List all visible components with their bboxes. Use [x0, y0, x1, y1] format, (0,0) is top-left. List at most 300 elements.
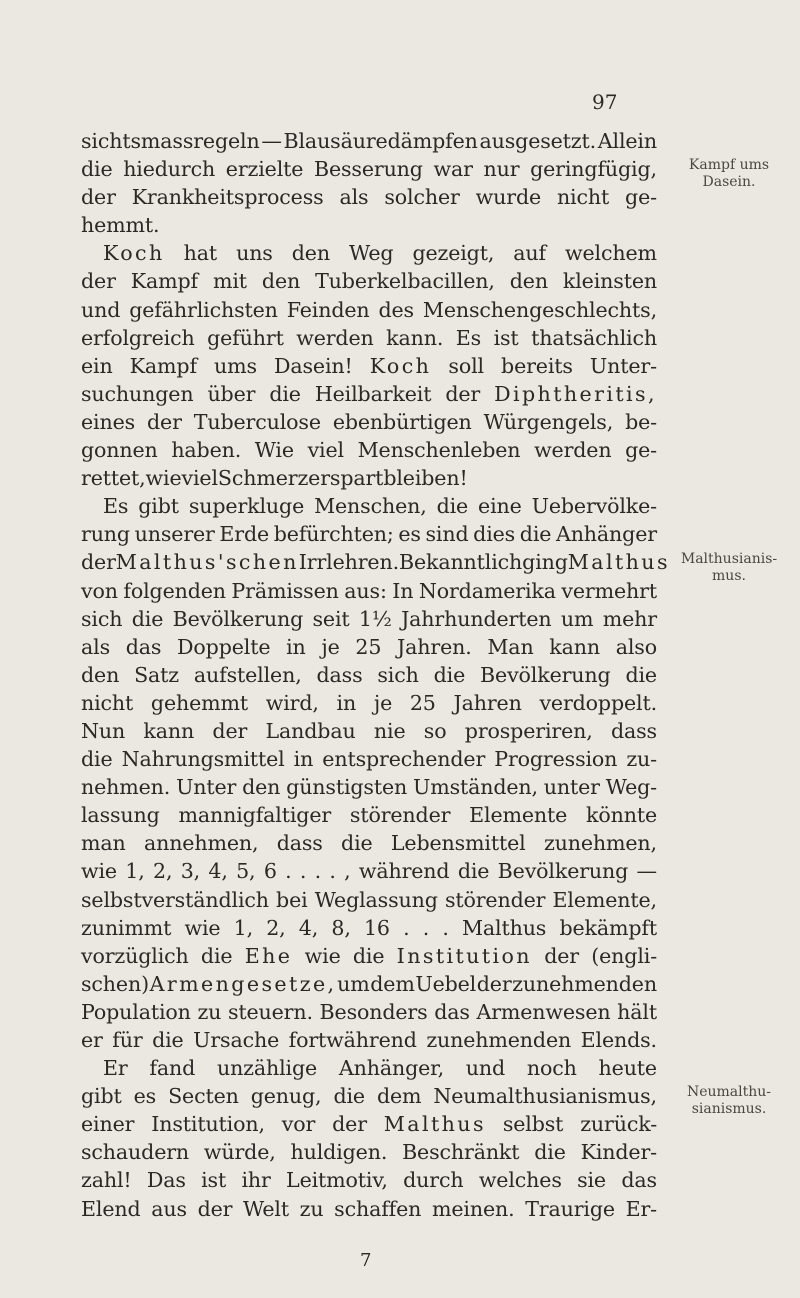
- word: dass: [276, 831, 323, 856]
- word: zunehmenden: [426, 1028, 572, 1052]
- word: ging: [522, 550, 568, 575]
- word: Besonders: [319, 999, 428, 1024]
- word: Jahrhunderten: [401, 606, 552, 631]
- text-line: [81, 1138, 657, 1166]
- word: würde,: [203, 1140, 276, 1165]
- word: den: [291, 241, 330, 266]
- word: werden: [534, 438, 612, 463]
- word: Traurige: [525, 1196, 615, 1221]
- word: Koch: [103, 241, 165, 266]
- word: eine: [478, 494, 522, 519]
- word: 2,: [153, 859, 173, 884]
- word: heute: [598, 1056, 657, 1081]
- word: also: [615, 634, 657, 659]
- word: 4,: [298, 915, 319, 940]
- word: die: [152, 1028, 184, 1052]
- word: der: [147, 409, 182, 434]
- word: den: [242, 775, 281, 800]
- word: könnte: [586, 803, 657, 828]
- word: Secten: [168, 1084, 239, 1109]
- word: kann: [549, 634, 600, 659]
- word: Er-: [625, 1196, 657, 1221]
- word: erfolgreich: [81, 325, 195, 350]
- text-line: [81, 380, 657, 408]
- word: aus:: [344, 578, 387, 603]
- word: —: [636, 859, 657, 884]
- word: gezeigt,: [412, 241, 495, 266]
- word: nicht: [556, 185, 610, 210]
- word: genug,: [250, 1084, 322, 1109]
- word: .: [314, 859, 322, 884]
- word: prosperiren,: [464, 718, 593, 743]
- word: rettet,: [81, 466, 146, 491]
- word: Menschengeschlechts,: [422, 297, 657, 322]
- word: sind: [425, 522, 469, 547]
- word: In: [392, 578, 414, 603]
- word: das: [621, 1168, 657, 1193]
- word: die: [341, 831, 373, 856]
- word: Tuberculose: [193, 409, 321, 434]
- word: werden: [296, 325, 374, 350]
- word: wie: [184, 915, 221, 940]
- word: bei: [276, 887, 308, 912]
- word: der: [544, 943, 579, 968]
- word: thatsächlich: [531, 325, 657, 350]
- word: uns: [236, 241, 273, 266]
- text-line: [81, 914, 657, 942]
- text-line: [81, 942, 657, 970]
- word: 1½: [358, 606, 392, 631]
- word: viel: [307, 438, 344, 463]
- word: haben.: [171, 438, 242, 463]
- word: ausgesetzt.: [479, 129, 597, 153]
- word: aufstellen,: [193, 662, 302, 687]
- text-line: [81, 1082, 657, 1110]
- word: hält: [617, 999, 657, 1024]
- word: gonnen: [81, 438, 158, 463]
- word: annehmen,: [143, 831, 259, 856]
- word: solcher: [384, 185, 460, 210]
- word: Anhänger: [555, 522, 657, 547]
- word: vorzüglich: [81, 943, 189, 968]
- word: Kinder-: [580, 1140, 657, 1165]
- word: Weg: [348, 241, 394, 266]
- word: dem: [370, 971, 415, 996]
- word: erzielte: [225, 157, 304, 182]
- text-line: [81, 661, 657, 689]
- word: gibt: [138, 494, 179, 519]
- word: bleiben!: [383, 466, 468, 491]
- word: Umständen,: [412, 775, 538, 800]
- word: Neumalthusianismus,: [433, 1084, 657, 1109]
- word: Dasein!: [274, 353, 353, 378]
- word: 2,: [266, 915, 286, 940]
- word: .: [403, 915, 410, 940]
- word: der: [81, 185, 116, 210]
- word: Unter: [176, 775, 237, 800]
- margin-note-line: Kampf ums: [688, 157, 770, 173]
- word: rung: [81, 522, 130, 547]
- word: Institution: [396, 943, 532, 968]
- word: Elend: [81, 1196, 141, 1221]
- word: folgenden: [123, 578, 226, 603]
- text-line: [81, 717, 657, 745]
- word: den: [509, 269, 548, 294]
- word: verdoppelt.: [539, 690, 657, 715]
- word: Bevölkerung: [172, 606, 304, 631]
- word: Krankheitsprocess: [131, 185, 324, 210]
- word: Uebel: [415, 971, 477, 996]
- word: Satz: [134, 662, 179, 687]
- word: unter: [543, 775, 600, 800]
- word: schaffen: [334, 1196, 422, 1221]
- word: gefährlichsten: [129, 297, 278, 322]
- text-line: [81, 1026, 657, 1054]
- word: dass: [316, 662, 363, 687]
- word: Kampf: [129, 353, 197, 378]
- word: 25: [409, 690, 436, 715]
- text-line: [81, 211, 657, 239]
- word: kleinsten: [562, 269, 657, 294]
- word: entsprechender: [322, 747, 486, 772]
- word: Doppelte: [177, 634, 271, 659]
- word: Erde: [219, 522, 270, 547]
- word: ist: [201, 1168, 227, 1193]
- word: Elemente,: [552, 887, 657, 912]
- word: als: [81, 634, 110, 659]
- word: von: [81, 578, 118, 603]
- word: Jahren: [453, 690, 522, 715]
- margin-note-line: mus.: [712, 568, 746, 584]
- word: die: [200, 943, 233, 968]
- word: .: [299, 859, 307, 884]
- word: 1,: [125, 859, 145, 884]
- word: der: [81, 269, 116, 294]
- text-line: [81, 436, 657, 464]
- word: Menschen,: [314, 494, 427, 519]
- word: zahl!: [81, 1168, 132, 1193]
- word: Prämissen: [231, 578, 339, 603]
- word: in: [286, 634, 306, 659]
- word: die: [131, 606, 164, 631]
- word: die: [436, 494, 469, 519]
- word: steuern.: [227, 999, 313, 1024]
- word: sich: [377, 662, 419, 687]
- word: sie: [577, 1168, 606, 1193]
- word: während: [358, 859, 450, 884]
- word: die: [269, 381, 301, 406]
- text-line: [81, 548, 670, 576]
- word: mannigfaltiger: [178, 803, 332, 828]
- word: Lebensmittel: [390, 831, 526, 856]
- word: er: [81, 1028, 103, 1052]
- word: zunehmenden: [512, 971, 657, 996]
- word: Menschenleben: [357, 438, 521, 463]
- word: Nordamerika: [418, 578, 556, 603]
- word: Koch: [369, 353, 432, 378]
- text-line: [81, 296, 657, 324]
- text-line: [81, 689, 657, 717]
- word: meinen.: [431, 1196, 515, 1221]
- word: Leitmotiv,: [286, 1168, 388, 1193]
- word: die: [352, 943, 385, 968]
- word: es: [133, 1084, 157, 1109]
- word: sich: [81, 606, 123, 631]
- word: 16: [363, 915, 390, 940]
- word: dem: [376, 1084, 422, 1109]
- word: Schmerz: [217, 466, 309, 491]
- word: Malthus: [567, 550, 670, 575]
- word: bereits: [501, 353, 573, 378]
- word: Elemente: [469, 803, 568, 828]
- margin-note-line: Dasein.: [702, 174, 756, 190]
- word: Wie: [254, 438, 294, 463]
- word: .: [285, 859, 292, 884]
- word: je: [321, 634, 340, 659]
- word: unzählige: [216, 1056, 318, 1081]
- word: zu: [299, 1196, 324, 1221]
- printer-signature: 7: [360, 1250, 372, 1271]
- word: viel: [181, 466, 218, 491]
- word: wie: [304, 943, 341, 968]
- word: der: [212, 718, 248, 743]
- text-line: [81, 155, 657, 183]
- text-line: [81, 239, 657, 267]
- word: so: [423, 718, 447, 743]
- word: gibt: [81, 1084, 122, 1109]
- text-line: [81, 464, 657, 492]
- word: ge-: [625, 438, 657, 463]
- word: Ursache: [193, 1028, 280, 1052]
- word: Unter-: [589, 353, 657, 378]
- word: Bevölkerung: [480, 662, 611, 687]
- word: suchungen: [81, 381, 194, 406]
- word: kann: [143, 718, 195, 743]
- text-line: [81, 857, 657, 885]
- word: Allein: [597, 129, 657, 153]
- word: das: [434, 999, 470, 1024]
- word: wurde: [475, 185, 542, 210]
- margin-note-line: Neumalthu-: [686, 1084, 772, 1100]
- word: welchem: [565, 241, 657, 266]
- word: ,: [344, 859, 351, 884]
- word: aus: [151, 1196, 187, 1221]
- word: unserer: [134, 522, 215, 547]
- word: Würgengels,: [483, 409, 614, 434]
- page-number: 97: [592, 90, 618, 114]
- word: Uebervölke-: [531, 494, 657, 519]
- word: .: [442, 915, 449, 940]
- word: Malthus: [461, 915, 547, 940]
- text-line: [81, 970, 657, 998]
- word: Anhänger,: [338, 1056, 444, 1081]
- word: schen): [81, 971, 149, 996]
- word: Es: [455, 325, 482, 350]
- word: Tuberkelbacillen,: [315, 269, 495, 294]
- word: nur: [483, 157, 520, 182]
- word: Armengesetze,: [149, 971, 337, 996]
- word: der: [332, 1112, 367, 1137]
- word: .: [329, 859, 336, 884]
- word: um: [337, 971, 370, 996]
- word: Malthus'schen: [115, 550, 299, 575]
- word: wie: [145, 466, 182, 491]
- text-line: [81, 520, 657, 548]
- word: günstigsten: [286, 775, 408, 800]
- word: noch: [526, 1056, 577, 1081]
- text-line: [81, 773, 657, 801]
- text-line: [81, 605, 657, 633]
- margin-note-neumalthusianismus: [664, 1084, 794, 1118]
- word: Elends.: [580, 1028, 657, 1052]
- text-line: [81, 127, 657, 155]
- word: Jahren.: [397, 634, 472, 659]
- word: welches: [478, 1168, 562, 1193]
- word: gehemmt: [150, 690, 249, 715]
- word: lassung: [81, 803, 160, 828]
- word: selbst: [502, 1112, 564, 1137]
- word: in: [336, 690, 357, 715]
- word: ums: [214, 353, 257, 378]
- word: die: [81, 747, 113, 772]
- word: hiedurch: [123, 157, 216, 182]
- text-line: [81, 577, 657, 605]
- word: zu: [197, 999, 222, 1024]
- word: den: [81, 662, 120, 687]
- word: der: [197, 1196, 233, 1221]
- word: 1,: [233, 915, 253, 940]
- word: über: [207, 381, 256, 406]
- word: Das: [146, 1168, 186, 1193]
- word: störender: [444, 887, 546, 912]
- word: ein: [81, 353, 113, 378]
- word: ist: [493, 325, 519, 350]
- word: für: [112, 1028, 143, 1052]
- word: sichtsmassregeln: [81, 129, 260, 153]
- word: be-: [625, 409, 657, 434]
- text-line: [81, 745, 657, 773]
- word: nehmen.: [81, 775, 171, 800]
- word: den: [261, 269, 301, 294]
- word: dass: [610, 718, 657, 743]
- word: ihr: [241, 1168, 271, 1193]
- word: die: [81, 157, 113, 182]
- word: Weglassung: [314, 887, 438, 912]
- text-line: [81, 829, 657, 857]
- text-line: [81, 998, 657, 1026]
- word: 6: [263, 859, 277, 884]
- word: des: [378, 297, 414, 322]
- word: Weg-: [605, 775, 657, 800]
- text-line: [81, 886, 657, 914]
- word: 4,: [208, 859, 228, 884]
- word: der: [476, 971, 512, 996]
- word: Kampf: [130, 269, 198, 294]
- word: 3,: [180, 859, 201, 884]
- word: 5,: [236, 859, 256, 884]
- word: selbstverständlich: [81, 887, 269, 912]
- text-line: [81, 183, 657, 211]
- word: Man: [487, 634, 534, 659]
- word: erspart: [308, 466, 384, 491]
- word: zunehmen,: [543, 831, 657, 856]
- word: durch: [403, 1168, 464, 1193]
- word: war: [433, 157, 473, 182]
- word: und: [81, 297, 121, 322]
- word: Nun: [81, 718, 126, 743]
- word: seit: [312, 606, 350, 631]
- word: der: [445, 381, 481, 406]
- word: hemmt.: [81, 213, 160, 238]
- word: in: [293, 747, 314, 772]
- word: Progression: [494, 747, 618, 772]
- word: hat: [183, 241, 218, 266]
- word: das: [125, 634, 162, 659]
- word: die: [519, 522, 552, 547]
- word: .: [422, 915, 430, 940]
- word: Population: [81, 999, 191, 1024]
- word: bekämpft: [559, 915, 657, 940]
- word: Ehe: [244, 943, 293, 968]
- word: der: [81, 550, 116, 575]
- word: vermehrt: [561, 578, 657, 603]
- text-line: [81, 801, 657, 829]
- word: vor: [281, 1112, 316, 1137]
- text-line: [81, 1195, 657, 1223]
- word: wird,: [265, 690, 319, 715]
- word: mit: [212, 269, 247, 294]
- word: Es: [103, 494, 129, 519]
- text-line: [81, 267, 657, 295]
- text-line: [81, 408, 657, 436]
- word: Armenwesen: [476, 999, 611, 1024]
- word: Landbau: [265, 718, 356, 743]
- word: Welt: [243, 1196, 289, 1221]
- word: (engli-: [591, 943, 657, 968]
- margin-note-line: Malthusianis-: [680, 551, 778, 567]
- word: ge-: [625, 185, 657, 210]
- word: mehr: [602, 606, 657, 631]
- word: fand: [149, 1056, 196, 1081]
- word: Heilbarkeit: [314, 381, 432, 406]
- word: es: [398, 522, 421, 547]
- word: befürchten;: [273, 522, 394, 547]
- word: nie: [373, 718, 406, 743]
- word: Malthus: [383, 1112, 486, 1137]
- word: die: [534, 1140, 566, 1165]
- word: geführt: [207, 325, 284, 350]
- word: Irrlehren.: [298, 550, 399, 575]
- word: zu-: [626, 747, 657, 772]
- word: je: [373, 690, 393, 715]
- word: fortwährend: [288, 1028, 417, 1052]
- word: und: [465, 1056, 506, 1081]
- margin-note-kampf: [664, 157, 794, 191]
- word: 25: [355, 634, 382, 659]
- word: auf: [513, 241, 546, 266]
- word: man: [81, 831, 126, 856]
- word: Bevölkerung: [497, 859, 629, 884]
- text-line: [81, 324, 657, 352]
- word: kann.: [386, 325, 444, 350]
- word: die: [457, 859, 490, 884]
- word: soll: [448, 353, 484, 378]
- word: zurück-: [580, 1112, 657, 1137]
- text-line: [81, 1054, 657, 1082]
- word: dies: [473, 522, 516, 547]
- text-line: [81, 352, 657, 380]
- word: —: [261, 129, 282, 153]
